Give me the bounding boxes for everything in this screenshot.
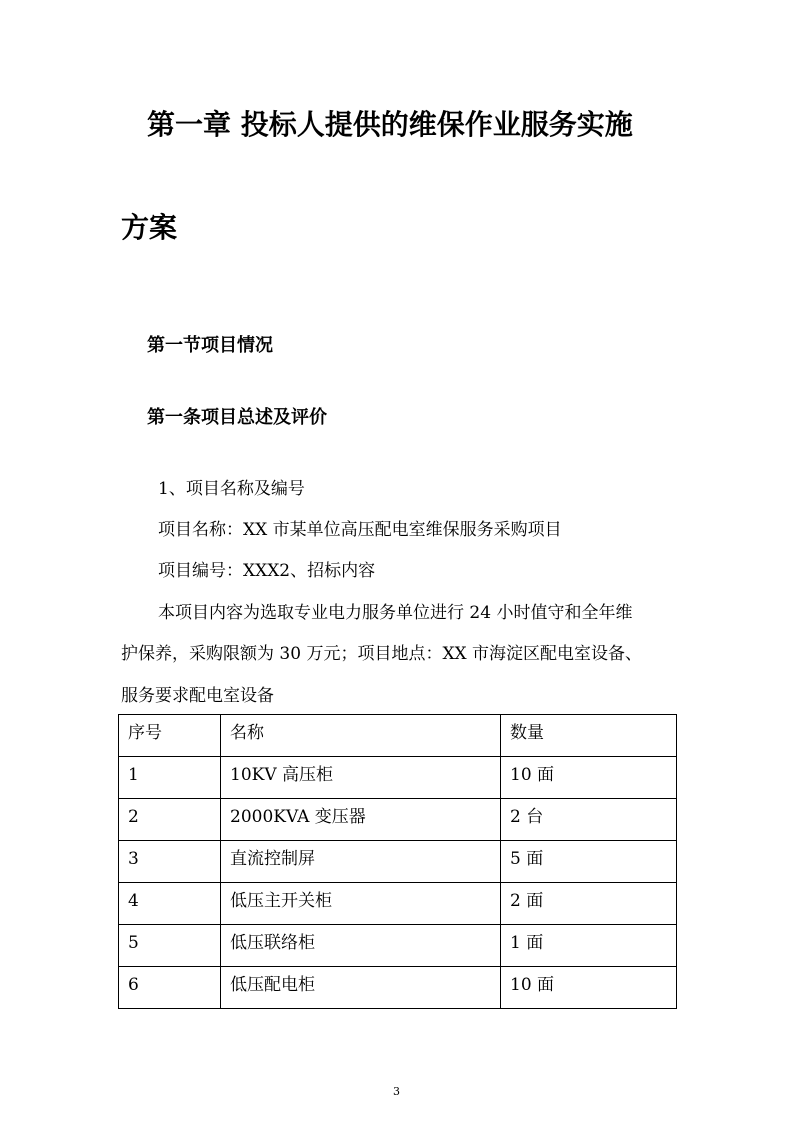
cell-quantity: 10 面 [501, 967, 677, 1009]
table-row [119, 967, 677, 1009]
cell-index: 2 [119, 799, 221, 841]
header-index: 序号 [119, 715, 221, 757]
paragraph-line-3: 服务要求配电室设备 [121, 686, 274, 706]
cell-name: 10KV 高压柜 [221, 757, 501, 799]
cell-quantity: 5 面 [501, 841, 677, 883]
chapter-title-line2: 方案 [121, 211, 178, 244]
paragraph-line-1: 本项目内容为选取专业电力服务单位进行 24 小时值守和全年维 [158, 603, 633, 623]
cell-index: 3 [119, 841, 221, 883]
cell-quantity: 2 台 [501, 799, 677, 841]
article-title: 第一条项目总述及评价 [147, 407, 327, 428]
table-row [119, 757, 677, 799]
page-number: 3 [393, 1085, 400, 1098]
header-name: 名称 [221, 715, 501, 757]
project-number-line: 项目编号：XXX2、招标内容 [158, 561, 376, 581]
cell-quantity: 1 面 [501, 925, 677, 967]
cell-name: 低压主开关柜 [221, 883, 501, 925]
cell-name: 2000KVA 变压器 [221, 799, 501, 841]
section-title: 第一节项目情况 [147, 335, 273, 356]
cell-index: 6 [119, 967, 221, 1009]
table-header-row [119, 715, 677, 757]
cell-name: 低压配电柜 [221, 967, 501, 1009]
cell-quantity: 10 面 [501, 757, 677, 799]
item-heading: 1、项目名称及编号 [158, 479, 305, 499]
cell-name: 直流控制屏 [221, 841, 501, 883]
table-row [119, 883, 677, 925]
equipment-table [118, 714, 677, 1009]
cell-index: 5 [119, 925, 221, 967]
project-name-line: 项目名称：XX 市某单位高压配电室维保服务采购项目 [158, 520, 562, 540]
chapter-title-line1: 第一章 投标人提供的维保作业服务实施 [147, 108, 633, 141]
cell-index: 4 [119, 883, 221, 925]
cell-name: 低压联络柜 [221, 925, 501, 967]
table-row [119, 925, 677, 967]
cell-index: 1 [119, 757, 221, 799]
table-row [119, 799, 677, 841]
header-quantity: 数量 [501, 715, 677, 757]
table-row [119, 841, 677, 883]
cell-quantity: 2 面 [501, 883, 677, 925]
paragraph-line-2: 护保养，采购限额为 30 万元；项目地点：XX 市海淀区配电室设备、 [121, 644, 643, 664]
